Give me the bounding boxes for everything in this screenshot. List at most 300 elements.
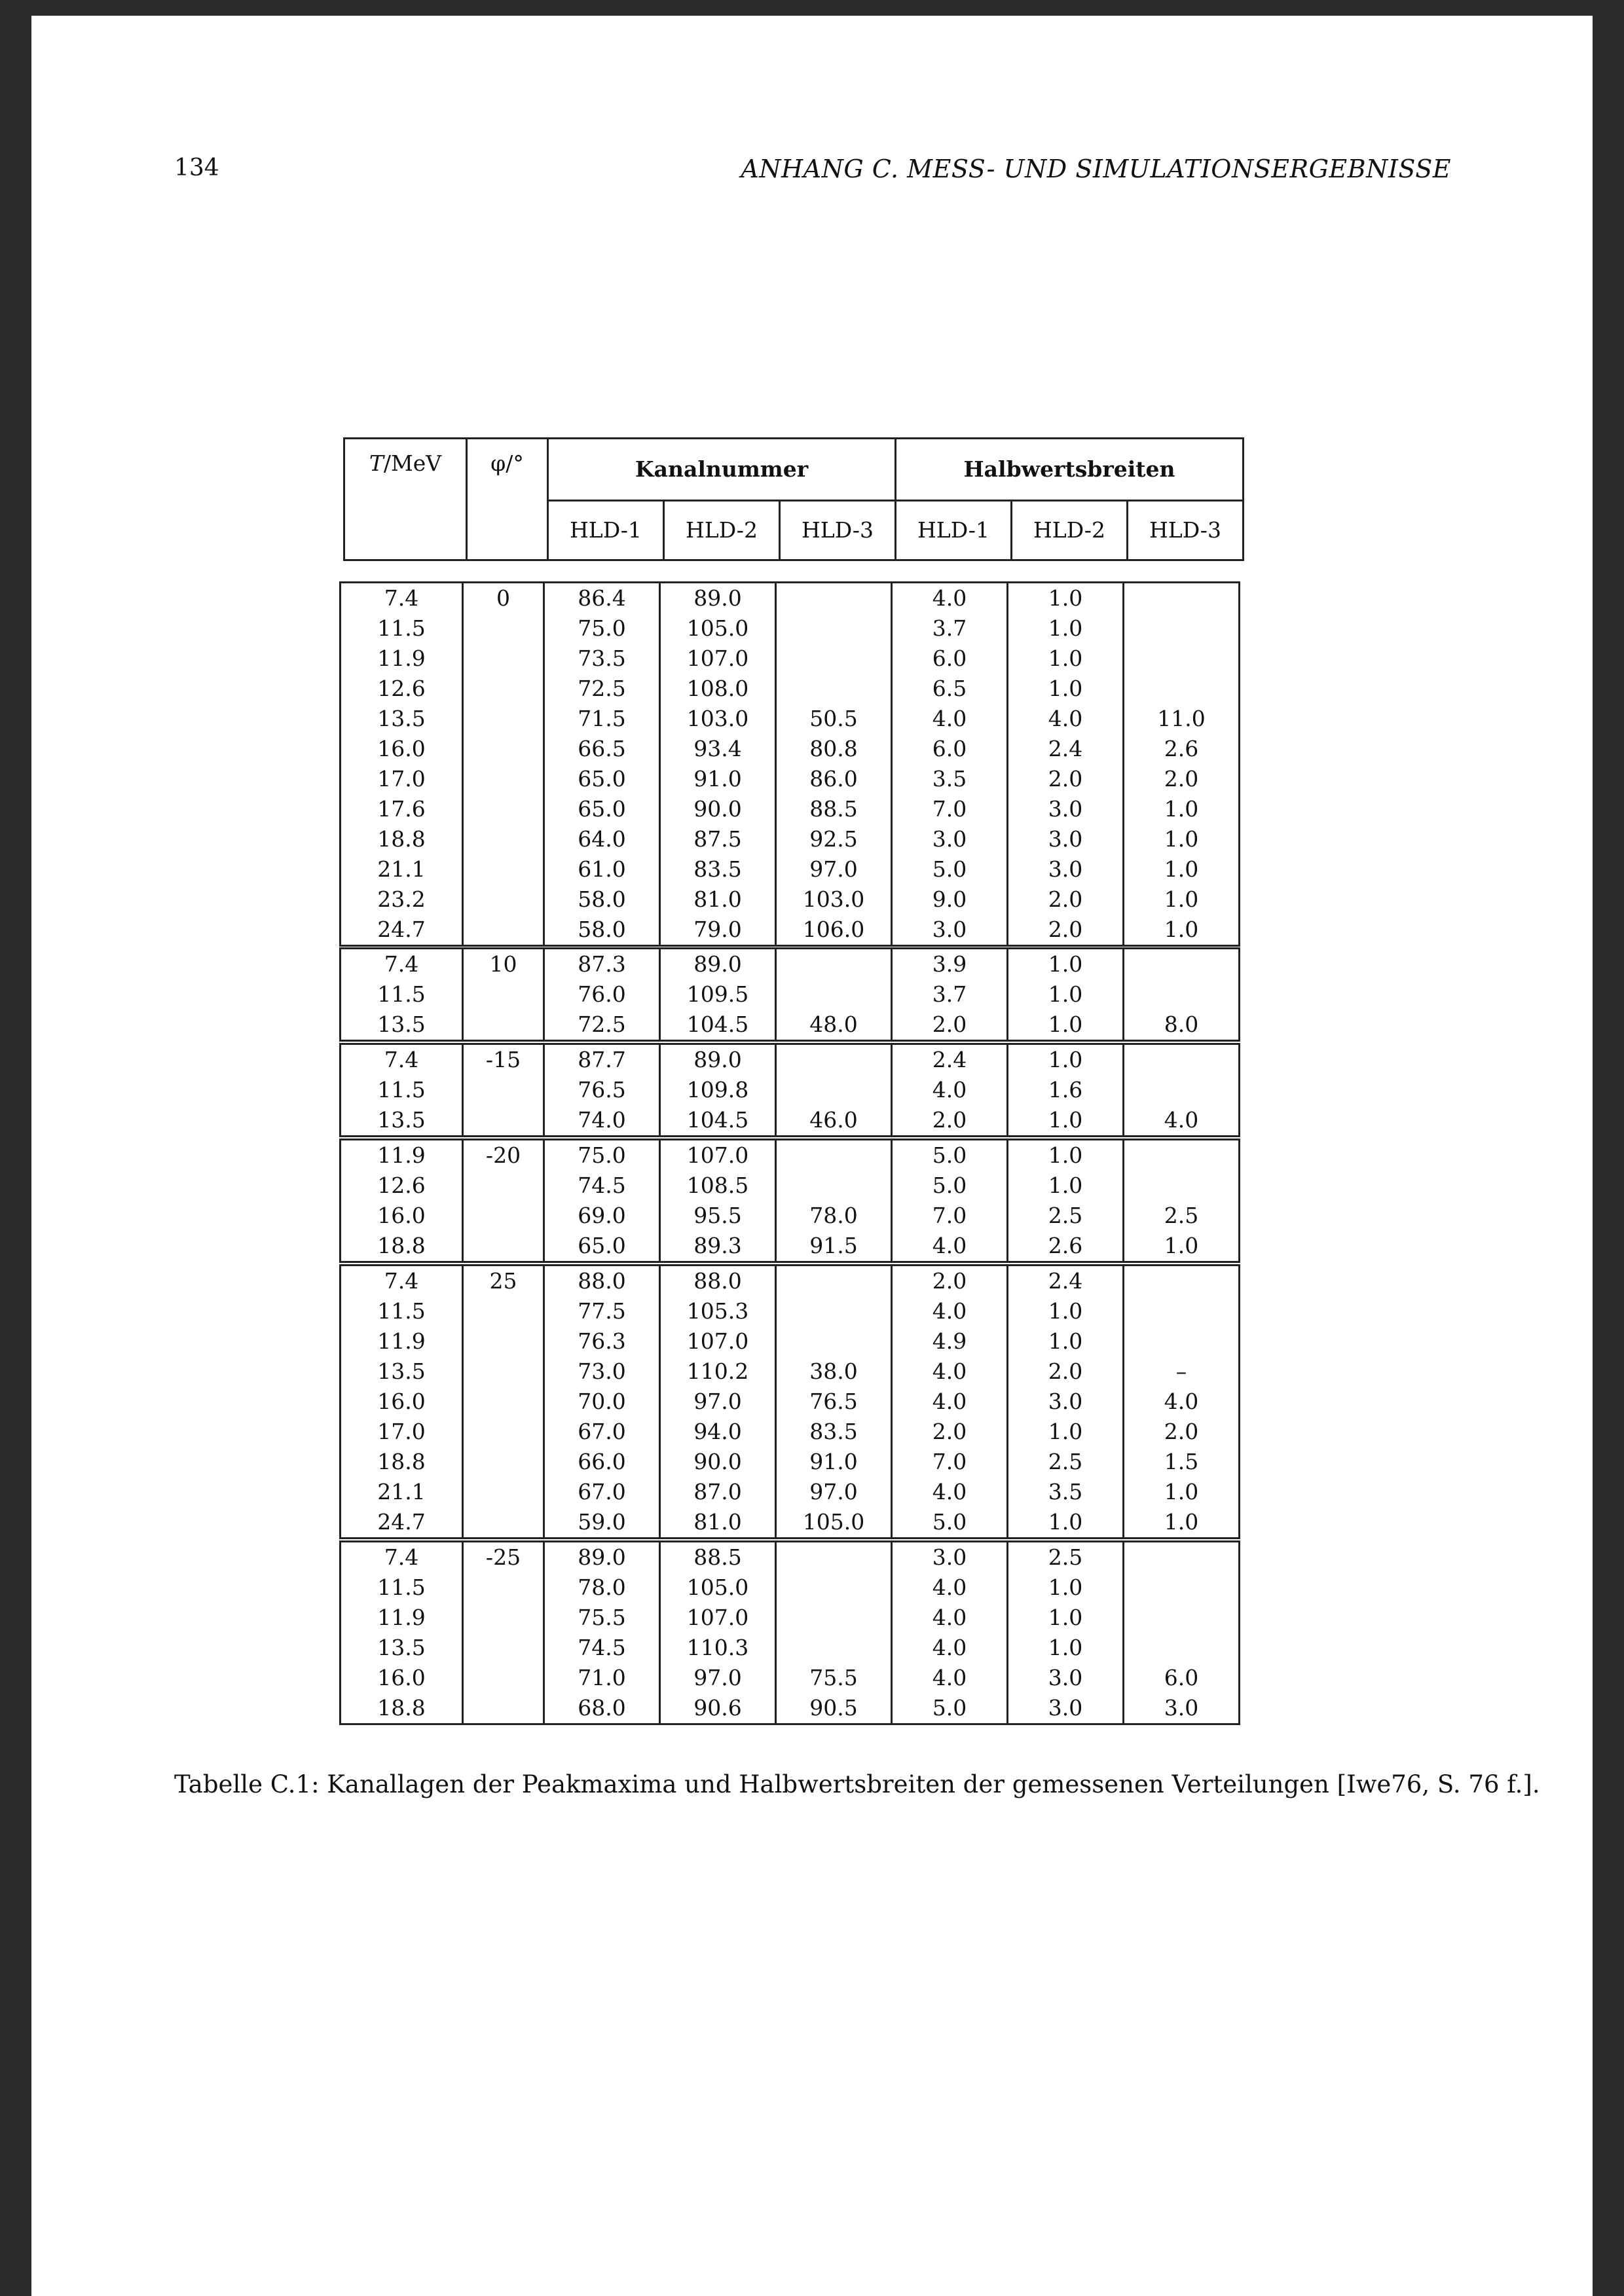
cell-value: 90.0	[660, 794, 776, 824]
cell-value: 2.0	[1124, 764, 1240, 794]
cell-value: 88.0	[660, 1266, 776, 1297]
cell-value: 64.0	[544, 824, 660, 854]
cell-value: 1.0	[1008, 613, 1124, 644]
cell-t: 13.5	[341, 1633, 463, 1663]
cell-value: 103.0	[776, 884, 892, 915]
table-row	[341, 734, 1240, 764]
cell-t: 12.6	[341, 1171, 463, 1201]
cell-value	[1124, 1044, 1240, 1076]
cell-value: 1.0	[1008, 644, 1124, 674]
cell-value: 2.5	[1124, 1201, 1240, 1231]
cell-value	[776, 1296, 892, 1326]
cell-value: 86.0	[776, 764, 892, 794]
cell-phi	[463, 1296, 544, 1326]
table-row	[341, 854, 1240, 884]
cell-value: 65.0	[544, 1231, 660, 1262]
cell-value: 89.0	[544, 1542, 660, 1573]
cell-value	[776, 1171, 892, 1201]
cell-phi	[463, 1231, 544, 1262]
cell-value	[776, 949, 892, 980]
cell-value: 1.0	[1008, 1105, 1124, 1137]
cell-value: 2.0	[892, 1010, 1008, 1041]
cell-value: 109.5	[660, 979, 776, 1010]
cell-t: 23.2	[341, 884, 463, 915]
cell-value	[776, 1633, 892, 1663]
cell-value: 2.6	[1008, 1231, 1124, 1262]
cell-value: 58.0	[544, 915, 660, 946]
cell-value: 3.7	[892, 613, 1008, 644]
cell-value: 1.0	[1008, 1507, 1124, 1539]
cell-value	[1124, 644, 1240, 674]
table-group	[339, 1139, 1240, 1263]
header-halbwertsbreiten: Halbwertsbreiten	[896, 439, 1244, 501]
cell-t: 16.0	[341, 1387, 463, 1417]
cell-phi	[463, 1477, 544, 1507]
cell-value: 3.5	[892, 764, 1008, 794]
cell-t: 11.5	[341, 979, 463, 1010]
cell-value: 76.0	[544, 979, 660, 1010]
cell-phi	[463, 1387, 544, 1417]
cell-value: 75.0	[544, 1140, 660, 1171]
cell-value: 7.0	[892, 1447, 1008, 1477]
cell-t: 24.7	[341, 1507, 463, 1539]
cell-value: 3.7	[892, 979, 1008, 1010]
cell-value: 2.5	[1008, 1201, 1124, 1231]
cell-value: 78.0	[544, 1573, 660, 1603]
table-row	[341, 1075, 1240, 1105]
cell-value: 6.0	[892, 644, 1008, 674]
cell-value: 3.0	[1008, 854, 1124, 884]
cell-phi	[463, 1693, 544, 1724]
cell-value: 88.5	[660, 1542, 776, 1573]
table-row	[341, 1044, 1240, 1076]
table-header	[343, 437, 1244, 561]
cell-value: 1.0	[1124, 884, 1240, 915]
cell-t: 13.5	[341, 1010, 463, 1041]
table-row	[341, 884, 1240, 915]
cell-value: 61.0	[544, 854, 660, 884]
cell-value: 81.0	[660, 884, 776, 915]
cell-value: 97.0	[776, 854, 892, 884]
cell-t: 7.4	[341, 1542, 463, 1573]
table-row	[341, 1326, 1240, 1357]
cell-value: 4.0	[892, 1663, 1008, 1693]
cell-phi	[463, 1633, 544, 1663]
cell-value: 1.0	[1008, 1171, 1124, 1201]
cell-phi	[463, 1573, 544, 1603]
table-row	[341, 1171, 1240, 1201]
cell-value: 1.6	[1008, 1075, 1124, 1105]
cell-value: 65.0	[544, 764, 660, 794]
cell-value: 4.0	[1124, 1387, 1240, 1417]
cell-t: 13.5	[341, 1357, 463, 1387]
cell-value: 1.0	[1008, 1140, 1124, 1171]
cell-value: 79.0	[660, 915, 776, 946]
cell-value: 3.0	[1008, 1663, 1124, 1693]
table-row	[341, 915, 1240, 946]
cell-value: 1.0	[1008, 1296, 1124, 1326]
cell-value: 5.0	[892, 1140, 1008, 1171]
cell-value: 2.4	[1008, 1266, 1124, 1297]
cell-value: 107.0	[660, 1326, 776, 1357]
cell-t: 13.5	[341, 704, 463, 734]
cell-value: 1.0	[1008, 1573, 1124, 1603]
cell-value: 6.5	[892, 674, 1008, 704]
table-row	[341, 1447, 1240, 1477]
cell-value	[1124, 1075, 1240, 1105]
cell-value: 76.5	[544, 1075, 660, 1105]
cell-value: 89.3	[660, 1231, 776, 1262]
cell-value: 74.0	[544, 1105, 660, 1137]
cell-t: 11.9	[341, 1603, 463, 1633]
cell-value: 105.0	[776, 1507, 892, 1539]
cell-phi	[463, 854, 544, 884]
table-group	[339, 581, 1240, 947]
cell-phi	[463, 1447, 544, 1477]
cell-value	[776, 674, 892, 704]
table-row	[341, 1693, 1240, 1724]
cell-value: 83.5	[776, 1417, 892, 1447]
cell-value: 105.3	[660, 1296, 776, 1326]
cell-t: 7.4	[341, 583, 463, 614]
cell-value	[776, 1266, 892, 1297]
cell-value: 2.0	[892, 1105, 1008, 1137]
cell-value: 1.0	[1124, 1477, 1240, 1507]
cell-value: 5.0	[892, 1507, 1008, 1539]
cell-value: 87.0	[660, 1477, 776, 1507]
cell-value: 75.5	[776, 1663, 892, 1693]
table-row	[341, 1140, 1240, 1171]
cell-value: 92.5	[776, 824, 892, 854]
cell-value: 72.5	[544, 1010, 660, 1041]
cell-value: 73.5	[544, 644, 660, 674]
cell-phi	[463, 613, 544, 644]
cell-phi	[463, 1075, 544, 1105]
cell-value: 1.0	[1008, 1326, 1124, 1357]
cell-t: 11.5	[341, 1573, 463, 1603]
table-group	[339, 1264, 1240, 1539]
cell-value: 94.0	[660, 1417, 776, 1447]
cell-value	[1124, 613, 1240, 644]
cell-value: 2.4	[892, 1044, 1008, 1076]
cell-value: 108.0	[660, 674, 776, 704]
cell-phi	[463, 1663, 544, 1693]
cell-value: 4.0	[892, 704, 1008, 734]
cell-value: 76.3	[544, 1326, 660, 1357]
cell-value	[776, 1603, 892, 1633]
cell-value	[1124, 949, 1240, 980]
cell-value: 89.0	[660, 1044, 776, 1076]
cell-value: 67.0	[544, 1477, 660, 1507]
cell-value: 1.0	[1124, 1231, 1240, 1262]
cell-value: 3.5	[1008, 1477, 1124, 1507]
cell-phi	[463, 1417, 544, 1447]
cell-value: 2.0	[892, 1417, 1008, 1447]
cell-phi	[463, 824, 544, 854]
cell-value: 11.0	[1124, 704, 1240, 734]
sub-header: HLD-2	[664, 501, 780, 560]
cell-value: 86.4	[544, 583, 660, 614]
cell-value: 4.0	[892, 1357, 1008, 1387]
table-row	[341, 1231, 1240, 1262]
table-row	[341, 1357, 1240, 1387]
cell-t: 17.0	[341, 764, 463, 794]
cell-value: 1.0	[1008, 1633, 1124, 1663]
cell-value: 81.0	[660, 1507, 776, 1539]
sub-header: HLD-1	[896, 501, 1012, 560]
cell-phi: -25	[463, 1542, 544, 1573]
cell-value	[776, 1044, 892, 1076]
cell-value: 108.5	[660, 1171, 776, 1201]
table-row	[341, 674, 1240, 704]
cell-value: 3.9	[892, 949, 1008, 980]
cell-value	[1124, 1542, 1240, 1573]
cell-t: 17.0	[341, 1417, 463, 1447]
cell-value: 4.0	[892, 1387, 1008, 1417]
cell-value: 103.0	[660, 704, 776, 734]
cell-value: 88.0	[544, 1266, 660, 1297]
cell-value: 110.3	[660, 1633, 776, 1663]
cell-value: 1.0	[1008, 583, 1124, 614]
cell-value: 87.7	[544, 1044, 660, 1076]
cell-t: 21.1	[341, 1477, 463, 1507]
cell-value: 97.0	[776, 1477, 892, 1507]
cell-value	[1124, 1266, 1240, 1297]
cell-value: 1.0	[1008, 674, 1124, 704]
cell-value: 105.0	[660, 1573, 776, 1603]
cell-value: 5.0	[892, 1693, 1008, 1724]
cell-value: 4.0	[1008, 704, 1124, 734]
cell-t: 7.4	[341, 1266, 463, 1297]
cell-value	[776, 583, 892, 614]
cell-value: 67.0	[544, 1417, 660, 1447]
table-row	[341, 1507, 1240, 1539]
cell-t: 13.5	[341, 1105, 463, 1137]
cell-t: 11.5	[341, 1075, 463, 1105]
cell-value	[1124, 1171, 1240, 1201]
cell-t: 11.9	[341, 1140, 463, 1171]
cell-phi: 25	[463, 1266, 544, 1297]
cell-t: 7.4	[341, 1044, 463, 1076]
cell-value: 2.0	[1008, 764, 1124, 794]
cell-value: 3.0	[1124, 1693, 1240, 1724]
cell-phi	[463, 1326, 544, 1357]
cell-t: 18.8	[341, 1447, 463, 1477]
cell-phi: -15	[463, 1044, 544, 1076]
cell-value: 7.0	[892, 1201, 1008, 1231]
cell-t: 12.6	[341, 674, 463, 704]
cell-value	[1124, 979, 1240, 1010]
cell-t: 11.9	[341, 644, 463, 674]
cell-value: 104.5	[660, 1010, 776, 1041]
cell-value: 1.0	[1124, 915, 1240, 946]
cell-value: 70.0	[544, 1387, 660, 1417]
cell-phi	[463, 1010, 544, 1041]
cell-value: 8.0	[1124, 1010, 1240, 1041]
table-row	[341, 1201, 1240, 1231]
cell-phi	[463, 884, 544, 915]
cell-value: 68.0	[544, 1693, 660, 1724]
table-row	[341, 794, 1240, 824]
cell-t: 16.0	[341, 1663, 463, 1693]
sub-header: HLD-3	[1128, 501, 1244, 560]
cell-value: 6.0	[1124, 1663, 1240, 1693]
cell-value: 90.5	[776, 1693, 892, 1724]
cell-phi	[463, 794, 544, 824]
cell-t: 21.1	[341, 854, 463, 884]
page-number: 134	[174, 155, 219, 181]
sub-header: HLD-1	[548, 501, 664, 560]
table-row	[341, 1542, 1240, 1573]
cell-value: 1.0	[1008, 1010, 1124, 1041]
cell-t: 16.0	[341, 734, 463, 764]
cell-value: 4.0	[892, 1603, 1008, 1633]
cell-value: 87.5	[660, 824, 776, 854]
table-row	[341, 1477, 1240, 1507]
table-row	[341, 583, 1240, 614]
table-row	[341, 824, 1240, 854]
cell-value: 66.5	[544, 734, 660, 764]
cell-value: 4.0	[1124, 1105, 1240, 1137]
cell-value: 93.4	[660, 734, 776, 764]
cell-value: 71.5	[544, 704, 660, 734]
table-group	[339, 1540, 1240, 1725]
cell-value	[776, 1326, 892, 1357]
cell-t: 7.4	[341, 949, 463, 980]
header-kanalnummer: Kanalnummer	[548, 439, 896, 501]
cell-value: –	[1124, 1357, 1240, 1387]
header-t-mev: T/MeV	[344, 439, 467, 560]
table-row	[341, 1417, 1240, 1447]
cell-value	[1124, 1603, 1240, 1633]
cell-value: 109.8	[660, 1075, 776, 1105]
cell-t: 18.8	[341, 1693, 463, 1724]
cell-phi	[463, 674, 544, 704]
cell-value	[1124, 1140, 1240, 1171]
cell-value: 4.0	[892, 1296, 1008, 1326]
cell-value: 80.8	[776, 734, 892, 764]
cell-t: 16.0	[341, 1201, 463, 1231]
table-row	[341, 764, 1240, 794]
cell-value	[1124, 1633, 1240, 1663]
cell-value: 1.0	[1008, 979, 1124, 1010]
cell-value: 1.0	[1008, 1603, 1124, 1633]
cell-value: 46.0	[776, 1105, 892, 1137]
table-row	[341, 949, 1240, 980]
cell-value: 2.5	[1008, 1542, 1124, 1573]
cell-value: 3.0	[892, 915, 1008, 946]
cell-value: 50.5	[776, 704, 892, 734]
table-row	[341, 613, 1240, 644]
cell-value: 73.0	[544, 1357, 660, 1387]
cell-t: 11.9	[341, 1326, 463, 1357]
cell-value: 5.0	[892, 854, 1008, 884]
cell-value: 2.0	[1008, 915, 1124, 946]
cell-value: 2.4	[1008, 734, 1124, 764]
cell-value: 7.0	[892, 794, 1008, 824]
cell-phi	[463, 1201, 544, 1231]
cell-phi	[463, 644, 544, 674]
cell-phi: 10	[463, 949, 544, 980]
cell-value: 1.0	[1008, 1417, 1124, 1447]
cell-phi	[463, 704, 544, 734]
cell-value: 1.0	[1008, 949, 1124, 980]
cell-value: 97.0	[660, 1387, 776, 1417]
cell-value: 4.0	[892, 1477, 1008, 1507]
cell-value: 91.5	[776, 1231, 892, 1262]
cell-value: 91.0	[660, 764, 776, 794]
cell-value	[776, 644, 892, 674]
table-row	[341, 1387, 1240, 1417]
table-row	[341, 1010, 1240, 1041]
cell-value: 107.0	[660, 644, 776, 674]
table-row	[341, 1573, 1240, 1603]
cell-value: 5.0	[892, 1171, 1008, 1201]
cell-value	[1124, 1326, 1240, 1357]
cell-value: 104.5	[660, 1105, 776, 1137]
cell-value: 4.0	[892, 583, 1008, 614]
cell-phi	[463, 1507, 544, 1539]
cell-value: 110.2	[660, 1357, 776, 1387]
cell-value: 3.0	[1008, 1693, 1124, 1724]
cell-value: 89.0	[660, 949, 776, 980]
cell-t: 18.8	[341, 824, 463, 854]
cell-phi	[463, 764, 544, 794]
cell-value	[776, 979, 892, 1010]
cell-value: 1.5	[1124, 1447, 1240, 1477]
table-row	[341, 1266, 1240, 1297]
cell-value	[776, 1140, 892, 1171]
cell-phi: -20	[463, 1140, 544, 1171]
cell-value: 72.5	[544, 674, 660, 704]
cell-value: 6.0	[892, 734, 1008, 764]
cell-t: 11.5	[341, 613, 463, 644]
chapter-title: ANHANG C. MESS- UND SIMULATIONSERGEBNISSE	[741, 155, 1451, 183]
cell-value: 69.0	[544, 1201, 660, 1231]
cell-phi	[463, 734, 544, 764]
cell-value	[1124, 583, 1240, 614]
cell-value: 2.6	[1124, 734, 1240, 764]
cell-phi	[463, 1105, 544, 1137]
cell-phi	[463, 1357, 544, 1387]
cell-phi	[463, 1603, 544, 1633]
cell-value	[1124, 1573, 1240, 1603]
cell-value: 71.0	[544, 1663, 660, 1693]
cell-value: 76.5	[776, 1387, 892, 1417]
cell-value: 74.5	[544, 1633, 660, 1663]
cell-value	[1124, 1296, 1240, 1326]
cell-value: 74.5	[544, 1171, 660, 1201]
cell-value	[1124, 674, 1240, 704]
cell-t: 17.6	[341, 794, 463, 824]
cell-value: 75.5	[544, 1603, 660, 1633]
cell-value	[776, 1075, 892, 1105]
cell-value: 59.0	[544, 1507, 660, 1539]
cell-value: 87.3	[544, 949, 660, 980]
table-caption: Tabelle C.1: Kanallagen der Peakmaxima und Halbwertsbreiten der gemessenen Verteilungen [Iwe76, S. 76 f.].	[174, 1770, 1540, 1798]
cell-value: 2.5	[1008, 1447, 1124, 1477]
cell-phi: 0	[463, 583, 544, 614]
cell-value: 90.6	[660, 1693, 776, 1724]
cell-value: 88.5	[776, 794, 892, 824]
cell-value: 3.0	[892, 1542, 1008, 1573]
cell-t: 18.8	[341, 1231, 463, 1262]
cell-value: 1.0	[1008, 1044, 1124, 1076]
cell-value: 3.0	[1008, 1387, 1124, 1417]
cell-phi	[463, 1171, 544, 1201]
cell-value: 78.0	[776, 1201, 892, 1231]
cell-value: 3.0	[1008, 824, 1124, 854]
